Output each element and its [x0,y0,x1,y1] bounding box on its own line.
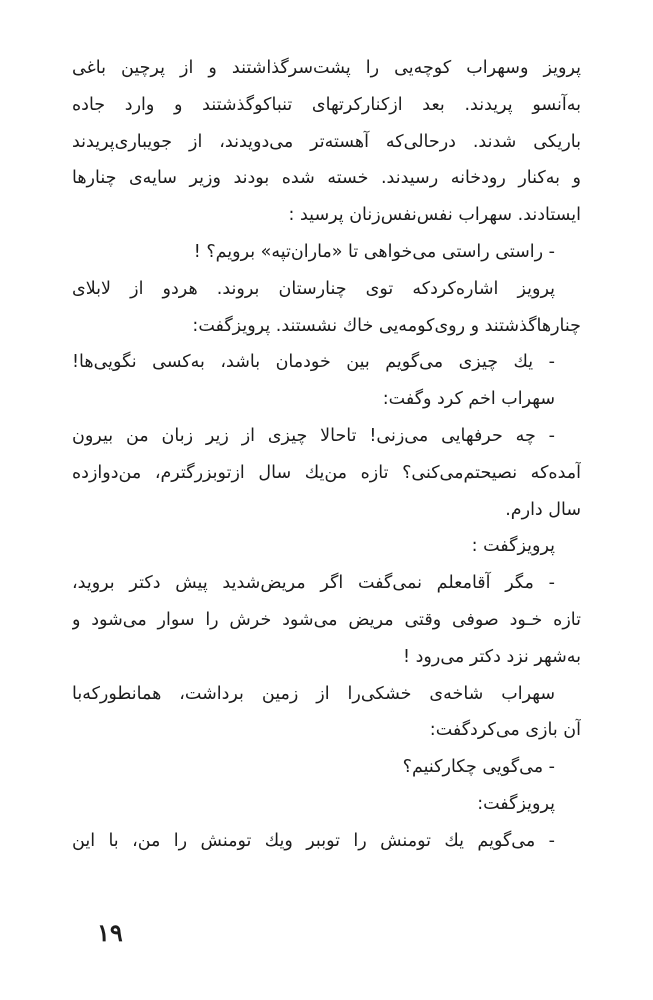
dialogue-line: - راستی راستی می‌خواهی تا «ماران‌تپه» برویم؟ ! [193,241,555,262]
text-line: پرویزگفت : [471,536,555,557]
text-line: تازه خـود صوفی وقتی مریض می‌شود خرش را سوار می‌شود و [72,609,581,630]
text-line: سهراب شاخه‌ی خشکی‌را از زمین برداشت، همانطورکه‌با [72,683,555,704]
text-line: سهراب اخم کرد وگفت: [382,389,555,410]
text-line: به‌شهر نزد دکتر می‌رود ! [403,646,581,667]
dialogue-line: - چه حرفهایی می‌زنی! تاحالا چیزی از زیر زبان من بیرون [72,425,555,446]
text-line: به‌آنسو پریدند. بعد ازکنارکرتهای تنباکوگذشتند و وارد جاده [72,94,581,115]
text-line: آن بازی می‌کردگفت: [429,720,581,741]
text-line: چنارهاگذشتند و روی‌کومه‌یی خاك نشستند. پرویزگفت: [192,315,581,336]
text-line: و به‌کنار رودخانه رسیدند. خسته شده بودند وزیر سایه‌ی چنارها [72,168,581,189]
dialogue-line: - می‌گویم یك تومنش را توببر ویك تومنش را من، با این [72,830,555,851]
text-line: ایستادند. سهراب نفس‌نفس‌زنان پرسید : [288,205,581,226]
text-line: باریکی شدند. درحالی‌که آهسته‌تر می‌دویدند، از جویباری‌پریدند [72,131,581,152]
body-text [72,50,581,860]
dialogue-line: - می‌گویی چکارکنیم؟ [402,757,555,778]
text-line: پرویزگفت: [477,793,555,814]
page-number: ۱۹ [97,918,123,947]
dialogue-line: - مگر آقامعلم نمی‌گفت اگر مریض‌شدید پیش دکتر بروید، [72,573,555,594]
text-line: سال دارم. [505,499,581,520]
dialogue-line: - یك چیزی می‌گویم بین خودمان باشد، به‌کسی نگویی‌ها! [72,352,555,373]
text-line: پرویز اشاره‌کردکه توی چنارستان بروند. هردو از لابلای [72,278,555,299]
text-line: پرویز وسهراب کوچه‌یی را پشت‌سرگذاشتند و از پرچین باغی [72,58,581,78]
text-line: آمده‌که نصیحتم‌می‌کنی؟ تازه من‌یك سال ازتوبزرگترم، من‌دوازده [72,462,581,483]
